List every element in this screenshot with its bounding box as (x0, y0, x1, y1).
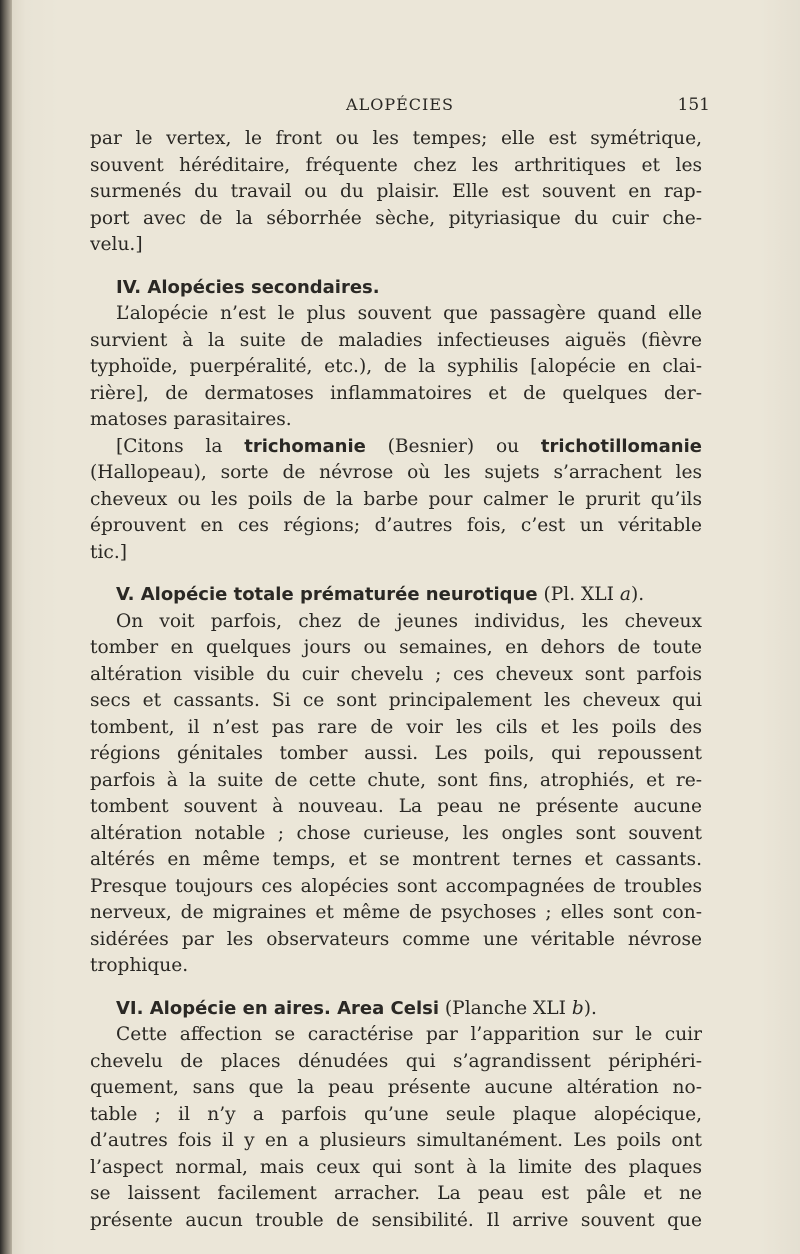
text-line: tombent, il n’est pas rare de voir les cils et les poils des (90, 716, 702, 738)
text-line: tomber en quelques jours ou semaines, en dehors de toute (90, 637, 702, 658)
text-line: velu.] (90, 234, 143, 255)
text-line: Presque toujours ces alopécies sont accompagnées de troubles (90, 875, 702, 897)
text-line: [Citons la trichomanie (Besnier) ou trichotillomanie (116, 435, 702, 457)
page-number: 151 (677, 95, 710, 115)
section-alopecia-areata (90, 996, 702, 1235)
text-line: se laissent facilement arracher. La peau est pâle et ne (90, 1183, 702, 1204)
text-line: survient à la suite de maladies infectieuses aiguës (fièvre (90, 329, 702, 351)
text-line: surmenés du travail ou du plaisir. Elle est souvent en rap- (90, 181, 702, 202)
text-line: (Hallopeau), sorte de névrose où les sujets s’arrachent les (90, 462, 702, 483)
section-heading-text: IV. Alopécies secondaires. (116, 276, 380, 298)
text-line: Cette affection se caractérise par l’apparition sur le cuir (116, 1024, 702, 1045)
text-line: L’alopécie n’est le plus souvent que passagère quand elle (116, 303, 702, 324)
text-line: rière], de dermatoses inflammatoires et de quelques der- (90, 382, 702, 404)
text-line: éprouvent en ces régions; d’autres fois, c’est un véritable (90, 515, 702, 536)
section-heading: V. Alopécie totale prématurée neurotique (Pl. XLI a). (116, 584, 645, 605)
text-line: altération visible du cuir chevelu ; ces cheveux sont parfois (90, 663, 702, 685)
text-line: d’autres fois il y en a plusieurs simultanément. Les poils ont (90, 1130, 702, 1151)
text-line: sidérées par les observateurs comme une véritable névrose (90, 928, 702, 950)
text-line: l’aspect normal, mais ceux qui sont à la limite des plaques (90, 1156, 702, 1178)
text-line: présente aucun trouble de sensibilité. Il arrive souvent que (90, 1209, 702, 1231)
term-trichotillomanie: trichotillomanie (540, 435, 702, 457)
text-line: trophique. (90, 955, 189, 976)
paragraph-continuation (90, 126, 702, 259)
text-line: altérés en même temps, et se montrent ternes et cassants. (90, 849, 702, 870)
text-line: nerveux, de migraines et même de psychoses ; elles sont con- (90, 902, 702, 923)
text-line: souvent héréditaire, fréquente chez les arthritiques et les (90, 154, 702, 176)
book-spine-shadow (0, 0, 12, 1254)
running-title: ALOPÉCIES (346, 95, 454, 114)
text-line: secs et cassants. Si ce sont principalement les cheveux qui (90, 690, 702, 711)
section-heading: VI. Alopécie en aires. Area Celsi (Planche XLI b). (116, 997, 597, 1019)
text-line: quement, sans que la peau présente aucune altération no- (90, 1077, 702, 1098)
section-total-alopecia (90, 582, 702, 980)
section-heading (90, 275, 702, 302)
term-trichomanie: trichomanie (244, 435, 366, 457)
text-line: On voit parfois, chez de jeunes individus, les cheveux (116, 610, 702, 632)
text-line: parfois à la suite de cette chute, sont fins, atrophiés, et re- (90, 769, 702, 791)
text-line: table ; il n’y a parfois qu’une seule plaque alopécique, (90, 1103, 702, 1125)
section-heading-text: V. Alopécie totale prématurée neurotique (116, 584, 538, 605)
page-header (90, 92, 710, 118)
text-line: tic.] (90, 541, 127, 563)
text-line: matoses parasitaires. (90, 409, 292, 430)
text-line: chevelu de places dénudées qui s’agrandissent périphéri- (90, 1050, 702, 1072)
text-line: régions génitales tomber aussi. Les poils, qui repoussent (90, 743, 702, 764)
text-line: cheveux ou les poils de la barbe pour calmer le prurit qu’ils (90, 488, 702, 510)
page-body (90, 126, 702, 1234)
section-secondary-alopecia (90, 275, 702, 567)
text-line: typhoïde, puerpéralité, etc.), de la syphilis [alopécie en clai- (90, 356, 702, 377)
text-line: altération notable ; chose curieuse, les ongles sont souvent (90, 822, 702, 844)
text-line: tombent souvent à nouveau. La peau ne présente aucune (90, 796, 702, 817)
text-line: port avec de la séborrhée sèche, pityriasique du cuir che- (90, 207, 702, 229)
text-line: par le vertex, le front ou les tempes; elle est symétrique, (90, 128, 702, 149)
section-heading-text: VI. Alopécie en aires. Area Celsi (116, 997, 440, 1019)
